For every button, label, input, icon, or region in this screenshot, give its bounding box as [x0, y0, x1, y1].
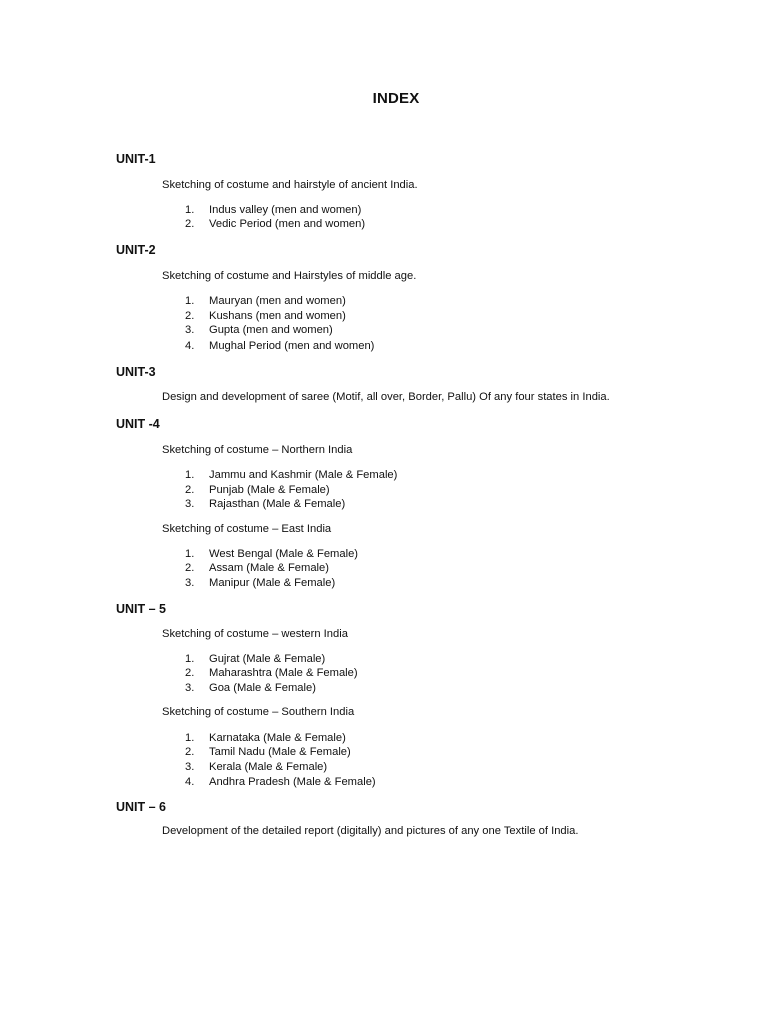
list-item-number: 1. — [185, 548, 195, 560]
unit-description: Sketching of costume and Hairstyles of middle age. — [162, 270, 417, 282]
list-item: Goa (Male & Female) — [209, 682, 316, 694]
unit-description: Sketching of costume – Southern India — [162, 706, 355, 718]
list-item-number: 2. — [185, 562, 195, 574]
list-item: Rajasthan (Male & Female) — [209, 498, 346, 510]
unit-heading: UNIT – 6 — [116, 800, 167, 814]
unit-description: Sketching of costume – Northern India — [162, 444, 353, 456]
list-item: Kerala (Male & Female) — [209, 761, 328, 773]
list-item: Gupta (men and women) — [209, 324, 333, 336]
list-item: West Bengal (Male & Female) — [209, 548, 359, 560]
list-item-number: 2. — [185, 310, 195, 322]
list-item: Manipur (Male & Female) — [209, 577, 336, 589]
list-item: Mauryan (men and women) — [209, 295, 346, 307]
page-title: INDEX — [372, 90, 420, 107]
list-item-number: 3. — [185, 577, 195, 589]
list-item-number: 3. — [185, 761, 195, 773]
list-item: Gujrat (Male & Female) — [209, 653, 326, 665]
unit-heading: UNIT-2 — [116, 243, 156, 257]
list-item: Tamil Nadu (Male & Female) — [209, 746, 351, 758]
list-item: Mughal Period (men and women) — [209, 340, 375, 352]
unit-heading: UNIT-3 — [116, 365, 156, 379]
unit-heading: UNIT-1 — [116, 152, 156, 166]
list-item-number: 3. — [185, 498, 195, 510]
unit-description: Sketching of costume – western India — [162, 628, 348, 640]
unit-heading: UNIT -4 — [116, 417, 160, 431]
list-item: Indus valley (men and women) — [209, 204, 362, 216]
list-item-number: 2. — [185, 746, 195, 758]
list-item-number: 3. — [185, 682, 195, 694]
unit-description: Sketching of costume – East India — [162, 523, 332, 535]
list-item: Maharashtra (Male & Female) — [209, 667, 358, 679]
unit-heading: UNIT – 5 — [116, 602, 167, 616]
unit-description: Sketching of costume and hairstyle of ancient India. — [162, 179, 418, 191]
list-item-number: 1. — [185, 732, 195, 744]
list-item: Kushans (men and women) — [209, 310, 346, 322]
unit-description: Design and development of saree (Motif, all over, Border, Pallu) Of any four states in India. — [162, 391, 610, 403]
list-item: Assam (Male & Female) — [209, 562, 329, 574]
list-item-number: 1. — [185, 295, 195, 307]
unit-description: Development of the detailed report (digitally) and pictures of any one Textile of India. — [162, 825, 579, 837]
list-item-number: 2. — [185, 667, 195, 679]
list-item: Andhra Pradesh (Male & Female) — [209, 776, 376, 788]
list-item-number: 1. — [185, 469, 195, 481]
list-item: Punjab (Male & Female) — [209, 484, 330, 496]
list-item-number: 4. — [185, 776, 195, 788]
list-item: Vedic Period (men and women) — [209, 218, 366, 230]
list-item-number: 2. — [185, 484, 195, 496]
list-item-number: 2. — [185, 218, 195, 230]
list-item-number: 1. — [185, 204, 195, 216]
list-item: Jammu and Kashmir (Male & Female) — [209, 469, 398, 481]
list-item-number: 1. — [185, 653, 195, 665]
list-item-number: 3. — [185, 324, 195, 336]
list-item-number: 4. — [185, 340, 195, 352]
list-item: Karnataka (Male & Female) — [209, 732, 346, 744]
